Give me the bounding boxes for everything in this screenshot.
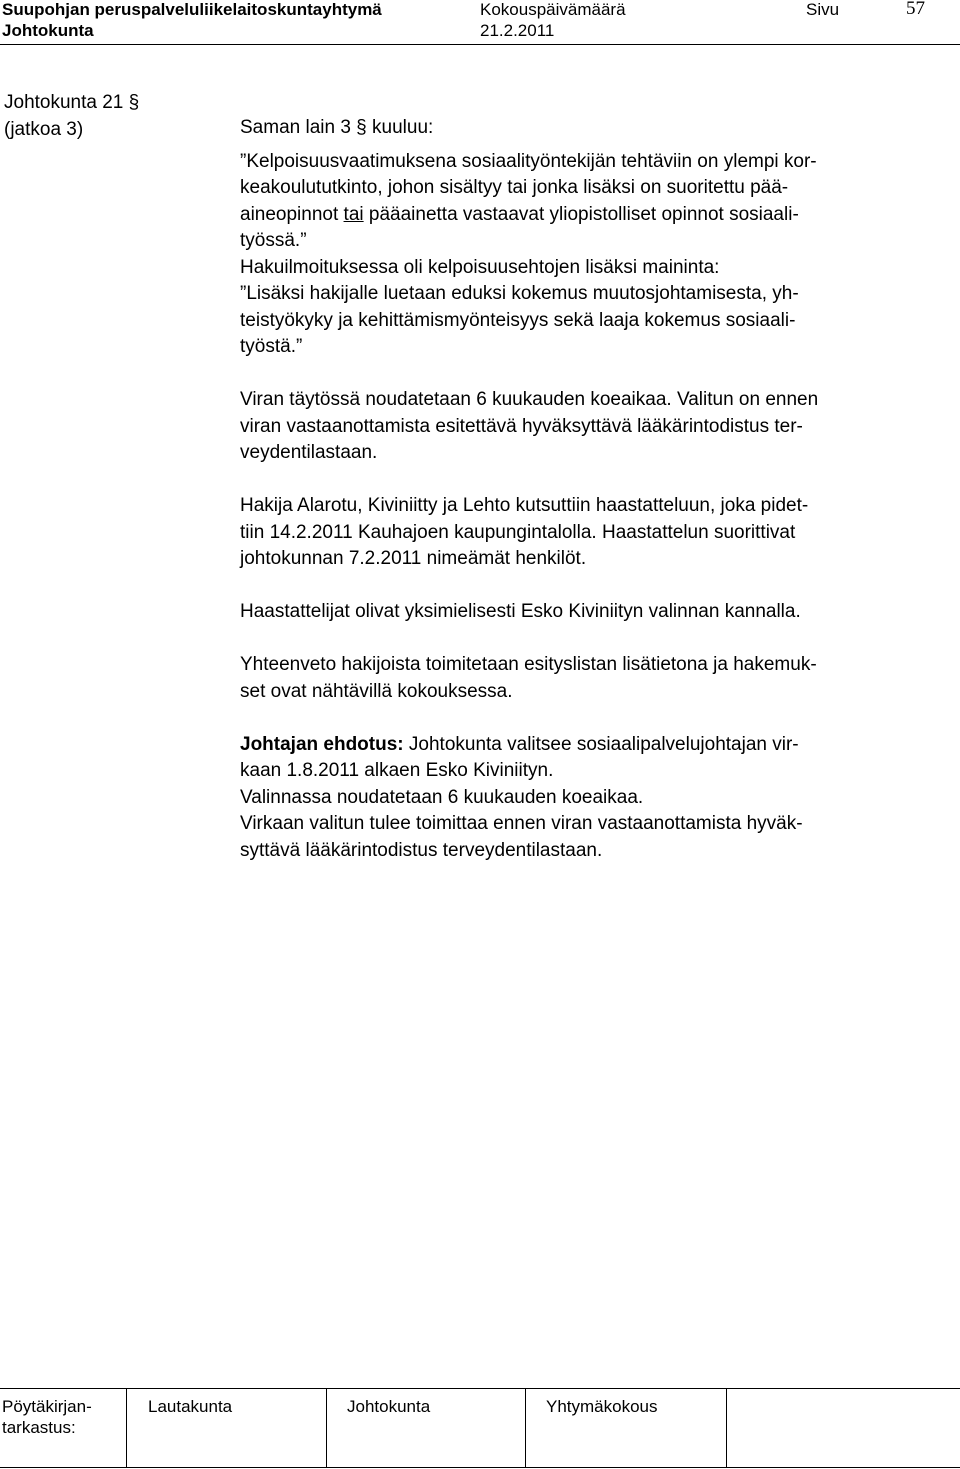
quote-line: ”Kelpoisuusvaatimuksena sosiaalityöntekijän tehtäviin on ylempi kor- [240, 150, 817, 172]
quote-line: työssä.” [240, 230, 307, 251]
paragraph-line: työstä.” [240, 336, 303, 357]
date-label: Kokouspäivämäärä [480, 0, 626, 19]
quote-text: aineopinnot [240, 203, 344, 225]
body-name: Johtokunta [2, 21, 94, 40]
footer-directors-label: Johtokunta [347, 1397, 431, 1416]
quote-line [240, 202, 940, 229]
proposal-line: kaan 1.8.2011 alkaen Esko Kiviniityn. [240, 760, 554, 781]
section-heading [4, 89, 139, 143]
paragraph-line: Yhteenveto hakijoista toimitetaan esityslistan lisätietona ja hakemuk- [240, 654, 817, 675]
footer-divider-bottom [0, 1467, 960, 1468]
proposal-line: Virkaan valitun tulee toimittaa ennen viran vastaanottamista hyväk- [240, 813, 803, 834]
footer-assembly-label: Yhtymäkokous [546, 1397, 658, 1416]
proposal-line: Valinnassa noudatetaan 6 kuukauden koeaikaa. [240, 786, 644, 808]
paragraph-line: veydentilastaan. [240, 442, 378, 463]
proposal-line: syttävä lääkärintodistus terveydentilastaan. [240, 839, 603, 861]
page-label: Sivu [806, 0, 840, 19]
footer-review-label-line: Pöytäkirjan- [2, 1397, 92, 1416]
footer-cell-divider [525, 1388, 526, 1468]
proposal-line [240, 732, 940, 759]
paragraph-line: tiin 14.2.2011 Kauhajoen kaupungintalolla. Haastattelun suorittivat [240, 521, 796, 543]
section-title: Johtokunta 21 § [4, 92, 140, 113]
paragraph-line: viran vastaanottamista esitettävä hyväksyttävä lääkärintodistus ter- [240, 415, 803, 437]
proposal-text: Johtokunta valitsee sosiaalipalvelujohtajan vir- [403, 733, 799, 755]
proposal-label: Johtajan ehdotus: [240, 733, 404, 755]
quote-text: pääainetta vastaavat yliopistolliset opinnot sosiaali- [363, 203, 799, 225]
footer-cell-divider [126, 1388, 127, 1468]
footer-board-label: Lautakunta [148, 1397, 233, 1416]
paragraph-line: set ovat nähtävillä kokouksessa. [240, 680, 513, 702]
paragraph-line: ”Lisäksi hakijalle luetaan eduksi kokemus muutosjohtamisesta, yh- [240, 283, 799, 304]
underlined-word: tai [343, 203, 364, 225]
footer-review-label [2, 1396, 92, 1438]
page-number: 57 [906, 0, 925, 19]
footer-cell-divider [726, 1388, 727, 1468]
paragraph-law-reference: Saman lain 3 § kuuluu: [240, 117, 434, 138]
section-continuation: (jatkoa 3) [4, 119, 84, 140]
organization-name: Suupohjan peruspalveluliikelaitoskuntayhtymä [2, 0, 382, 19]
paragraph-line: Hakuilmoituksessa oli kelpoisuusehtojen lisäksi maininta: [240, 256, 720, 278]
footer-review-label-line: tarkastus: [2, 1418, 76, 1437]
paragraph-line: johtokunnan 7.2.2011 nimeämät henkilöt. [240, 548, 587, 569]
paragraph-line: Viran täytössä noudatetaan 6 kuukauden koeaikaa. Valitun on ennen [240, 389, 819, 410]
footer-divider-top [0, 1388, 960, 1389]
header-divider [0, 44, 960, 45]
paragraph-line: Hakija Alarotu, Kiviniitty ja Lehto kutsuttiin haastatteluun, joka pidet- [240, 495, 809, 516]
quote-line: keakoulututkinto, johon sisältyy tai jonka lisäksi on suoritettu pää- [240, 177, 789, 198]
footer-cell-divider [326, 1388, 327, 1468]
meeting-date: 21.2.2011 [480, 21, 555, 40]
document-body [240, 115, 940, 864]
paragraph-line: Haastattelijat olivat yksimielisesti Esko Kiviniityn valinnan kannalla. [240, 601, 801, 622]
paragraph-line: teistyökyky ja kehittämismyönteisyys sekä laaja kokemus sosiaali- [240, 309, 796, 331]
